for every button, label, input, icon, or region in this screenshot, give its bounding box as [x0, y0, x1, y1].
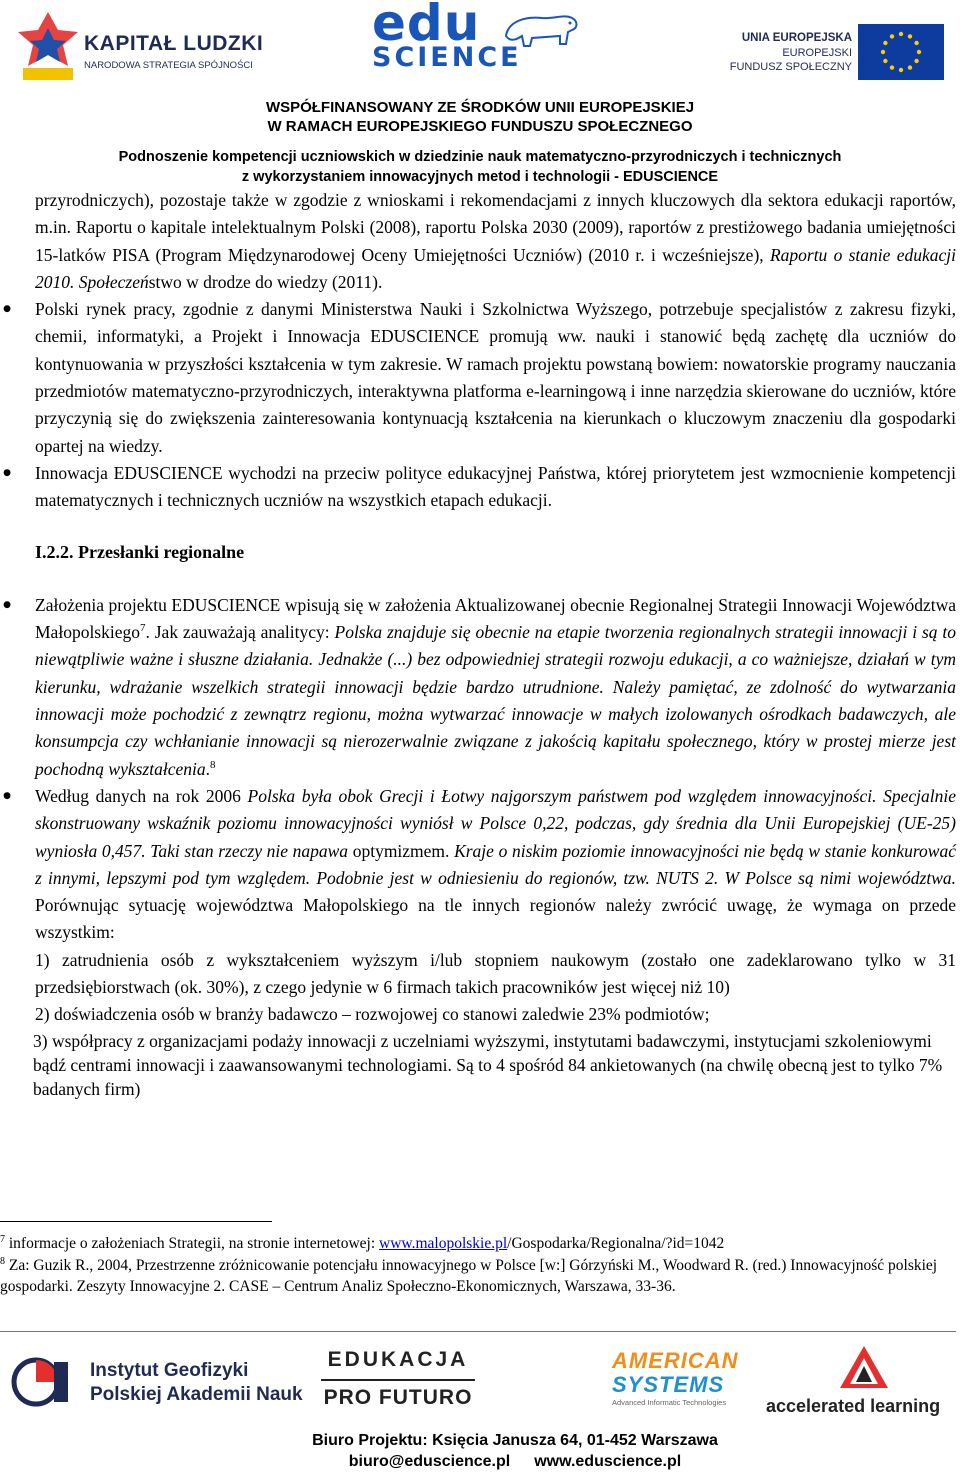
- bullet-icon: ●: [3, 790, 11, 801]
- bullet-text: Według danych na rok 2006: [35, 785, 248, 806]
- quote-italic: Polska znajduje się obecnie na etapie tworzenia regionalnych strategii innowacji i są to niewątpliwie ważne i słuszne działania. Jednakże (...) bez odpowiedniej strategii rozwoju edukacji, a co ważniejsze, działań w tym kierunku, wdrażanie wszelkich strategii innowacji będzie bardzo utrudnione. Należy pamiętać, ze zdolność do wytwarzania innowacji może pochodzić z zewnątrz regionu, można wytwarzać innowacje w małych izolowanych ośrodkach badawczych, ale konsumpcja czy wchłanianie innowacji są nierozerwalnie związane z jakością kapitału społecznego, który w prostej mierze jest pochodną wykształcenia: [35, 622, 956, 779]
- paragraph-text-end: stwo w drodze do wiedzy (2011).: [148, 271, 383, 292]
- footnote-ref-8[interactable]: 8: [209, 758, 216, 771]
- cofinancing-line2: W RAMACH EUROPEJSKIEGO FUNDUSZU SPOŁECZNEGO: [267, 118, 693, 135]
- footnote-number: 7: [0, 1233, 5, 1245]
- eu-flag-icon: [858, 24, 944, 80]
- eu-logo-line2: EUROPEJSKI: [782, 47, 852, 59]
- malopolskie-link[interactable]: www.malopolskie.pl: [379, 1235, 508, 1252]
- kapital-ludzki-subtitle: NARODOWA STRATEGIA SPÓJNOŚCI: [84, 60, 253, 71]
- bullet-text: Polski rynek pracy, zgodnie z danymi Ministerstwa Nauki i Szkolnictwa Wyższego, potrzebuje specjalistów z zakresu fizyki, chemii, informatyki, a Projekt i Innowacja EDUSCIENCE promują ww. nauki i stanowić będą zachętę dla uczniów do kontynuowania w przyszłości kształcenia w tym zakresie. W ramach projektu powstaną bowiem: nowatorskie programy nauczania przedmiotów matematyczno-przyrodniczych, interaktywna platforma e-learningową i inne narzędzia skierowane do uczniów, które przyczynią się do zwiększenia zainteresowania kontynuacją kształcenia na kierunkach o kluczowym znaczeniu dla gospodarki opartej na wiedzy.: [35, 299, 956, 456]
- numbered-item-1: 1) zatrudnienia osób z wykształceniem wyższym i/lub stopniem naukowym (zostało one zadeklarowano tylko w 31 przedsiębiorstwach (ok. 30%), z czego jedynie w 6 firmach takich pracowników jest więcej niż 10): [35, 949, 956, 998]
- cofinancing-line1: WSPÓŁFINANSOWANY ZE ŚRODKÓW UNII EUROPEJSKIEJ: [265, 99, 695, 116]
- footnote-text: Za: Guzik R., 2004, Przestrzenne zróżnicowanie potencjału innowacyjnego w Polsce [w:] Górzyński M., Woodward R. (red.) Innowacyjność polskiej gospodarki. Zeszyty Innowacyjne 2. CASE – Centrum Analiz Społeczno-Ekonomicznych, Warszawa, 33-36.: [0, 1256, 938, 1295]
- numbered-item-2: 2) doświadczenia osób w branży badawczo – rozwojowej co stanowi zaledwie 23% podmiotów;: [35, 1004, 710, 1025]
- epf-divider: [321, 1379, 475, 1381]
- footer-email[interactable]: biuro@eduscience.pl: [348, 1453, 511, 1470]
- accelerated-learning-logo: [766, 1344, 956, 1418]
- bullet-item-education-policy: [3, 460, 956, 515]
- ams-tagline: Advanced Informatic Technologies: [612, 1398, 727, 1407]
- igf-pan-logo: [10, 1352, 303, 1412]
- project-title-line2: z wykorzystaniem innowacyjnych metod i technologii - EDUSCIENCE: [241, 169, 719, 185]
- edukacja-pro-futuro-logo: [303, 1348, 493, 1420]
- bullet-item-regional-strategy: [3, 592, 956, 783]
- footnote-text: informacje o założeniach Strategii, na stronie internetowej:: [5, 1235, 380, 1252]
- bullet-icon: ●: [3, 304, 11, 315]
- eu-logo: [729, 22, 952, 82]
- igf-globe-icon: [10, 1356, 72, 1408]
- footer-website[interactable]: www.eduscience.pl: [534, 1453, 682, 1470]
- bullet-item-innovation-data: [3, 783, 956, 947]
- section-heading: I.2.2. Przesłanki regionalne: [35, 541, 245, 562]
- bullet-text: Innowacja EDUSCIENCE wychodzi na przeciw polityce edukacyjnej Państwa, której priorytetem jest wzmocnienie kompetencji matematycznych i technicznych uczniów na wszystkich etapach edukacji.: [35, 462, 956, 511]
- eduscience-logo-science: SCIENCE: [372, 42, 522, 73]
- period: .: [205, 758, 210, 779]
- kapital-ludzki-mark-icon: [18, 10, 78, 82]
- accelerated-learning-text: accelerated learning: [766, 1396, 941, 1416]
- footnote-8: [0, 1255, 940, 1298]
- footnotes: [0, 1233, 940, 1298]
- paragraph-text: przyrodniczych), pozostaje także w zgodzie z wnioskami i rekomendacjami z innych kluczowych dla sektora edukacji raportów, m.in. Raportu o kapitale intelektualnym Polski (2008), raportu Polska 2030 (2009), raportów z prestiżowego badania umiejętności 15-latków PISA (Program Międzynarodowej Oceny Umiejętności Uczniów) (2010 r. i wcześniejsze),: [35, 190, 956, 265]
- accelerated-learning-mark-icon: [836, 1344, 892, 1390]
- bullet-text: Założenia projektu EDUSCIENCE wpisują się w założenia Aktualizowanej obecnie Regionalnej Strategii Innowacji Województwa Małopolskiego: [35, 594, 956, 643]
- footer-separator: [0, 1331, 956, 1332]
- footnote-separator: [0, 1221, 272, 1222]
- paragraph-continuation: [35, 187, 956, 296]
- footnote-ref-7[interactable]: 7: [140, 622, 146, 635]
- project-office-address: Biuro Projektu: Księcia Janusza 64, 01-452 Warszawa: [312, 1432, 718, 1449]
- kapital-ludzki-logo: [18, 10, 264, 82]
- igf-line2: Polskiej Akademii Nauk: [90, 1384, 303, 1405]
- ams-line2: SYSTEMS: [612, 1372, 725, 1397]
- header-logos: [0, 0, 960, 95]
- ams-line1: AMERICAN: [612, 1348, 739, 1373]
- footer-logos: [0, 1340, 960, 1425]
- igf-line1: Instytut Geofizyki: [90, 1360, 249, 1381]
- footnote-number: 8: [0, 1255, 5, 1267]
- footer-contact: [0, 1453, 960, 1471]
- eu-logo-line3: FUNDUSZ SPOŁECZNY: [729, 61, 852, 73]
- report-title-italic: Raportu o stanie edukacji 2010. Społeczeń: [35, 244, 956, 292]
- bullet-text-end: Porównując sytuację województwa Małopolskiego na tle innych regionów należy zwrócić uwagę, że wymaga on przede wszystkim:: [35, 895, 956, 943]
- italic-text-1: Polska była obok Grecji i Łotwy najgorszym państwem pod względem innowacyjności. Specjalnie skonstruowany wskaźnik poziomu innowacyjności wyniósł w Polsce 0,22, podczas, gdy średnia dla Unii Europejskiej (UE-25) wyniosła 0,457. Taki stan rzeczy nie napawa: [35, 785, 956, 861]
- project-title-line1: Podnoszenie kompetencji uczniowskich w dziedzinie nauk matematyczno-przyrodniczych i technicznych: [118, 149, 842, 165]
- eduscience-logo: [372, 2, 584, 74]
- italic-text-2: Kraje o niskim poziomie innowacyjności nie będą w stanie konkurować z innymi, lepszymi pod tym względem. Podobnie jest w odniesieniu do regionów, tzw. NUTS 2. W Polsce są nimi województwa.: [35, 840, 956, 888]
- bullet-icon: ●: [3, 599, 11, 610]
- footnote-url-rest: /Gospodarka/Regionalna/?id=1042: [507, 1235, 725, 1252]
- numbered-item-3: 3) współpracy z organizacjami podaży innowacji z uczelniami wyższymi, instytutami badawczymi, instytucjami szkoleniowymi bądź centrami innowacji i zaawansowanymi technologiami. Są to 4 spośród 84 ankietowanych (na chwilę obecną jest to tylko 7% badanych firm): [33, 1030, 943, 1099]
- kapital-ludzki-title: KAPITAŁ LUDZKI: [84, 32, 264, 55]
- footnote-7: [0, 1233, 940, 1255]
- bullet-item-labor-market: [3, 296, 956, 460]
- document-body: [3, 187, 956, 1101]
- eu-logo-line1: UNIA EUROPEJSKA: [741, 32, 852, 44]
- epf-line1: EDUKACJA: [327, 1348, 469, 1371]
- bullet-icon: ●: [3, 467, 11, 478]
- epf-line2: PRO FUTURO: [323, 1386, 473, 1409]
- regular-text: optymizmem.: [352, 840, 455, 861]
- bullet-text-2: . Jak zauważają analitycy:: [145, 622, 335, 643]
- eduscience-logo-edu: edu: [372, 0, 481, 52]
- american-systems-logo: [612, 1348, 742, 1410]
